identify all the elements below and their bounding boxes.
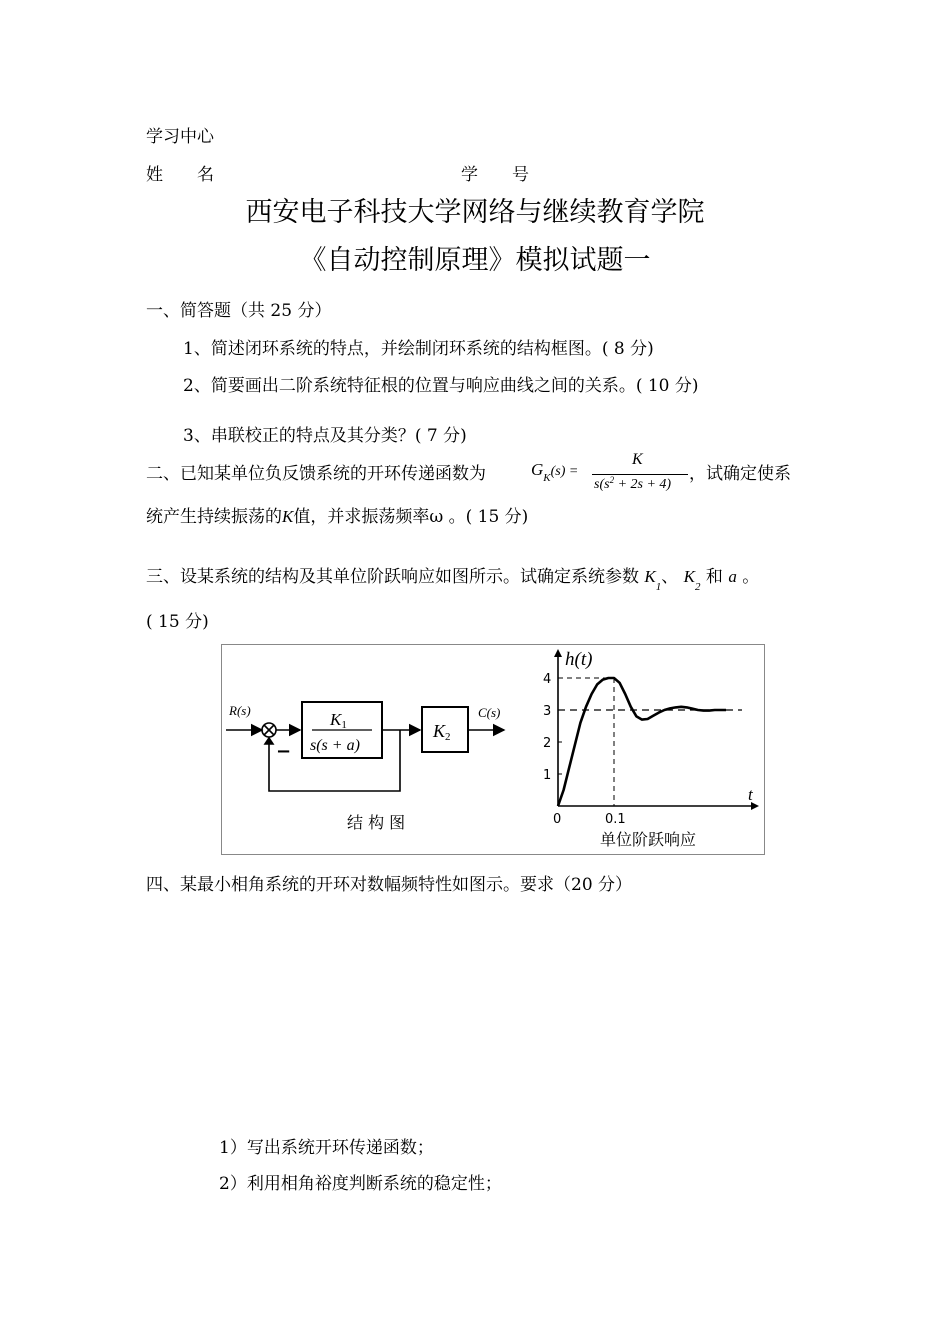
y-tick-label: 4 xyxy=(543,672,552,687)
y-tick-label: 2 xyxy=(543,736,552,751)
x-tick-label: 0.1 xyxy=(605,812,626,827)
transfer-function-numerator: K xyxy=(632,451,643,468)
response-xlabel: t xyxy=(748,785,753,804)
block-diagram-caption: 结 构 图 xyxy=(347,813,406,832)
name-label: 姓 名 xyxy=(146,165,214,185)
section1-heading: 一、简答题（共 25 分） xyxy=(146,301,332,321)
section4-requirement2: 2）利用相角裕度判断系统的稳定性； xyxy=(219,1174,502,1194)
section3-text: 三、设某系统的结构及其单位阶跃响应如图所示。试确定系统参数 $K_1$、 $K_2$ 和 a 。 xyxy=(146,567,760,593)
input-label: R(s) xyxy=(229,703,251,718)
system-figure xyxy=(221,644,765,855)
response-curve xyxy=(558,678,726,806)
section2-line2: 统产生持续振荡的K值，并求振荡频率ω 。( 15 分) xyxy=(146,507,529,527)
transfer-function-lhs: $G_K(s)$ = xyxy=(531,460,579,484)
study-center-label: 学习中心 xyxy=(146,127,214,147)
section4-heading: 四、某最小相角系统的开环对数幅频特性如图示。要求（20 分） xyxy=(146,875,633,895)
section4-requirement1: 1）写出系统开环传递函数； xyxy=(219,1138,434,1158)
exam-title: 《自动控制原理》模拟试题一 xyxy=(299,245,651,276)
block-k1-numerator: K1 xyxy=(330,710,347,731)
student-id-label: 学 号 xyxy=(461,165,529,185)
section2-text: 二、已知某单位负反馈系统的开环传递函数为 xyxy=(146,464,486,484)
response-ylabel: h(t) xyxy=(565,649,593,670)
response-caption: 单位阶跃响应 xyxy=(600,830,697,849)
y-tick-label: 1 xyxy=(543,768,552,783)
figure-svg xyxy=(222,645,764,854)
feedback-arrowhead xyxy=(265,738,273,744)
block-k2-label: K2 xyxy=(433,721,451,743)
fraction-bar xyxy=(592,474,688,475)
y-tick-label: 3 xyxy=(543,704,552,719)
section1-question1: 1、简述闭环系统的特点，并绘制闭环系统的结构框图。( 8 分) xyxy=(183,339,654,359)
x-tick-label: 0 xyxy=(553,812,562,827)
transfer-function-denominator: $s(s^2 + 2s + 4)$ xyxy=(594,475,672,492)
institution-title: 西安电子科技大学网络与继续教育学院 xyxy=(245,197,705,228)
y-axis-arrowhead xyxy=(554,649,562,657)
block-diagram xyxy=(226,702,504,791)
section1-question3: 3、串联校正的特点及其分类？( 7 分) xyxy=(183,426,467,446)
output-label: C(s) xyxy=(478,705,501,720)
section1-question2: 2、简要画出二阶系统特征根的位置与响应曲线之间的关系。( 10 分) xyxy=(183,376,699,396)
step-response-chart xyxy=(543,649,759,827)
block-k1-denominator: s(s + a) xyxy=(310,737,360,754)
section2-text-end: ，试确定使系 xyxy=(689,464,791,484)
negative-sign: − xyxy=(276,741,292,762)
section3-score: ( 15 分) xyxy=(146,612,209,632)
